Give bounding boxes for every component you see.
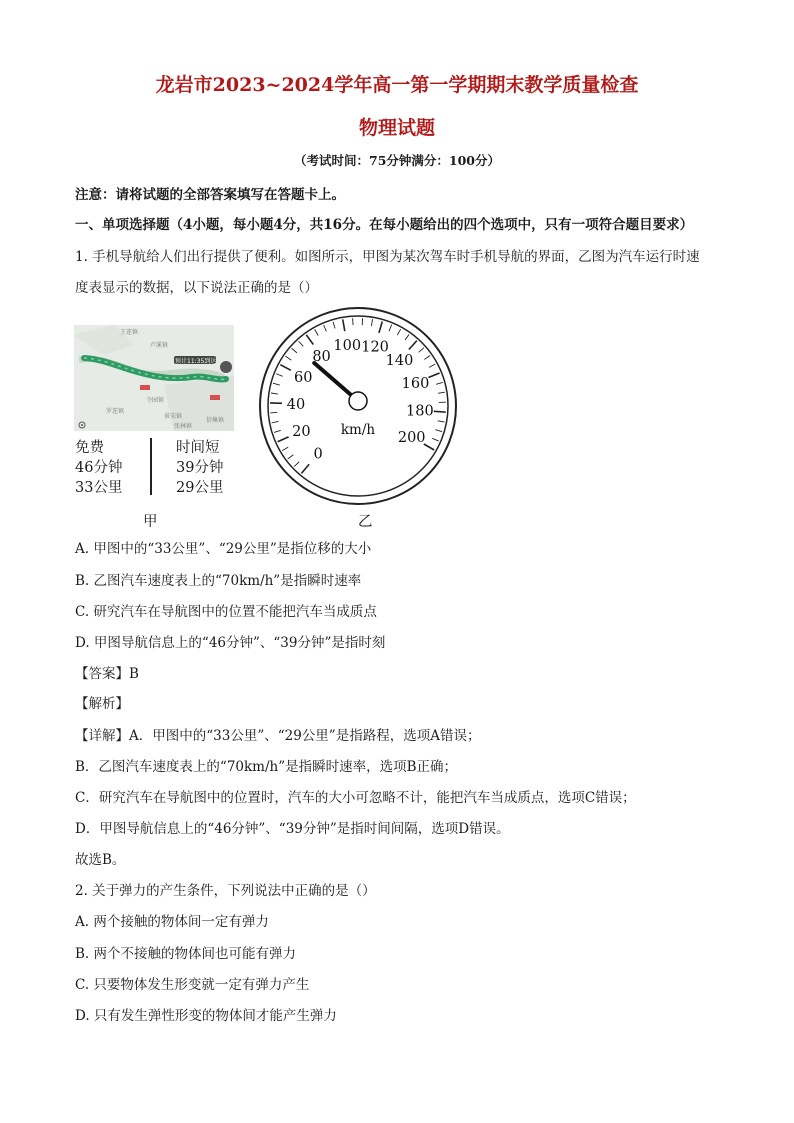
q1-option-a: A. 甲图中的“33公里”、“29公里”是指位移的大小 <box>75 541 372 557</box>
gauge-tick-label: 180 <box>406 403 434 420</box>
speedometer <box>258 306 458 506</box>
q1-detail-a: 【详解】A．甲图中的“33公里”、“29公里”是指路程，选项A错误； <box>75 728 481 744</box>
gauge-tick-label: 200 <box>397 430 426 446</box>
q1-detail-c: C．研究汽车在导航图中的位置时，汽车的大小可忽略不计，能把汽车当成质点，选项C错误； <box>75 790 636 806</box>
route-divider <box>150 438 152 495</box>
gauge-tick-label: 40 <box>286 396 306 413</box>
q2-option-a: A. 两个接触的物体间一定有弹力 <box>75 914 269 930</box>
route-free-distance: 33公里 <box>75 480 123 496</box>
figure-jia-caption: 甲 <box>143 514 158 530</box>
q1-conclusion: 故选B。 <box>75 852 126 868</box>
exam-info: （考试时间：75分钟满分：100分） <box>294 153 500 168</box>
gauge-tick-label: 60 <box>294 369 313 386</box>
section-heading: 一、单项选择题（4小题，每小题4分，共16分。在每小题给出的四个选项中，只有一项符合题目要求） <box>75 217 694 233</box>
gauge-tick-label: 140 <box>385 352 414 369</box>
q1-detail-d: D．甲图导航信息上的“46分钟”、“39分钟”是指时间间隔，选项D错误。 <box>75 821 510 837</box>
q1-option-b: B. 乙图汽车速度表上的“70km/h”是指瞬时速率 <box>75 573 362 589</box>
route-short-time: 39分钟 <box>176 460 224 476</box>
q1-stem-line2: 度表显示的数据，以下说法正确的是（） <box>75 280 318 296</box>
q1-stem-line1: 1. 手机导航给人们出行提供了便利。如图所示，甲图为某次驾车时手机导航的界面，乙图为汽车运行时速 <box>75 249 700 265</box>
route-short-distance: 29公里 <box>176 480 224 496</box>
notice: 注意：请将试题的全部答案填写在答题卡上。 <box>75 187 345 203</box>
route-short <box>176 438 246 498</box>
gauge-tick-label: 20 <box>292 424 311 441</box>
gauge-minor-tick <box>270 412 277 413</box>
q1-detail-b: B．乙图汽车速度表上的“70km/h”是指瞬时速率，选项B正确； <box>75 759 458 775</box>
gauge-tick-label: 80 <box>312 348 331 365</box>
navigation-map <box>74 325 234 431</box>
gauge-hub <box>349 392 367 410</box>
q2-option-b: B. 两个不接触的物体间也可能有弹力 <box>75 946 297 962</box>
route-free <box>75 438 145 498</box>
eta-label: 预计11:35到达 <box>175 358 217 365</box>
route-free-time: 46分钟 <box>75 460 123 476</box>
q1-option-c: C. 研究汽车在导航图中的位置不能把汽车当成质点 <box>75 604 377 620</box>
q2-option-c: C. 只要物体发生形变就一定有弹力产生 <box>75 977 310 993</box>
gauge-unit: km/h <box>340 422 376 438</box>
map-label: 卢溪镇 <box>150 342 169 349</box>
gauge-tick-label: 160 <box>401 375 430 392</box>
map-label: 张林镇 <box>174 423 193 430</box>
q1-answer: 【答案】B <box>75 666 139 682</box>
q1-analysis-heading: 【解析】 <box>75 696 129 712</box>
map-label: 王连镇 <box>120 329 139 336</box>
gauge-major-tick <box>434 411 446 412</box>
map-label: 信集镇 <box>206 417 225 424</box>
gauge-tick-label: 100 <box>333 337 362 354</box>
q1-option-d: D. 甲图导航信息上的“46分钟”、“39分钟”是指时刻 <box>75 635 386 651</box>
map-label: 罗连镇 <box>106 408 125 415</box>
route-short-label: 时间短 <box>176 440 220 456</box>
exam-title: 龙岩市2023~2024学年高一第一学期期末教学质量检查 <box>155 74 639 96</box>
map-label: 寺园镇 <box>146 397 165 404</box>
gauge-tick-label: 0 <box>313 446 323 463</box>
q2-stem: 2. 关于弹力的产生条件，下列说法中正确的是（） <box>75 883 376 899</box>
route-free-label: 免费 <box>75 440 104 456</box>
q2-option-d: D. 只有发生弹性形变的物体间才能产生弹力 <box>75 1008 337 1024</box>
subject-title: 物理试题 <box>358 117 435 139</box>
gauge-tick-label: 120 <box>361 339 389 356</box>
figure-yi-caption: 乙 <box>358 514 373 530</box>
destination-marker <box>220 361 232 373</box>
map-label: 景宋镇 <box>164 413 183 420</box>
